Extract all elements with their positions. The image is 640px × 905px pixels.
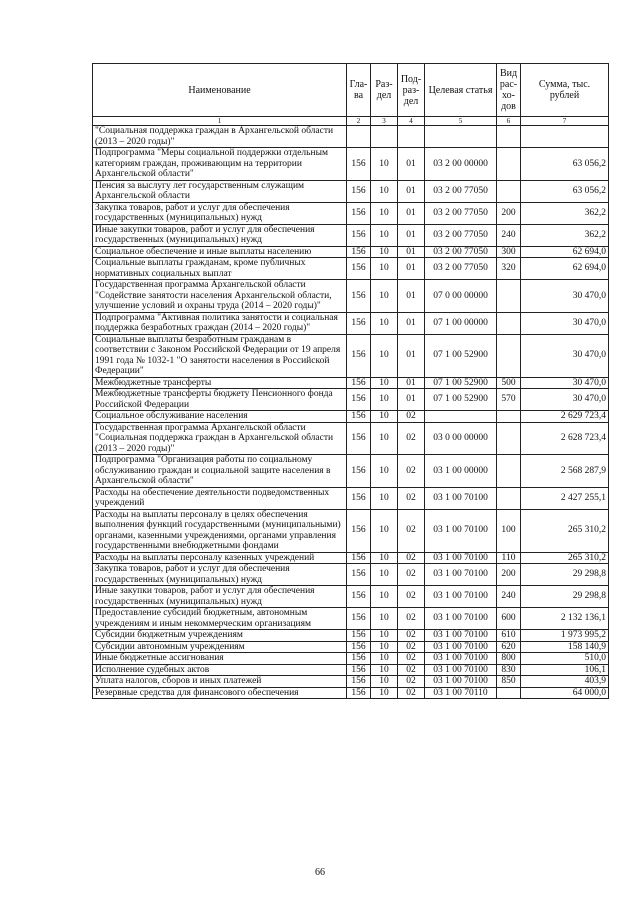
row-name-cell: Закупка товаров, работ и услуг для обеспечения государственных (муниципальных) нужд: [93, 202, 347, 224]
row-name-cell: Исполнение судебных актов: [93, 664, 347, 676]
row-chapter-cell: 156: [347, 422, 371, 455]
table-row: [93, 676, 609, 688]
row-subsection-cell: 01: [398, 148, 425, 181]
row-target-cell: 03 1 00 70100: [425, 664, 497, 676]
column-number: 5: [425, 117, 497, 126]
row-subsection-cell: 02: [398, 455, 425, 488]
row-name-cell: Подпрограмма "Организация работы по социальному обслуживанию граждан и социальной защите населения в Архангельской области": [93, 455, 347, 488]
row-subsection-cell: 01: [398, 389, 425, 411]
row-expense-type-cell: 200: [497, 202, 521, 224]
row-section-cell: 10: [371, 687, 398, 699]
row-section-cell: 10: [371, 564, 398, 586]
row-chapter-cell: 156: [347, 202, 371, 224]
row-sum-cell: 62 694,0: [521, 246, 609, 258]
row-expense-type-cell: [497, 487, 521, 509]
row-expense-type-cell: 570: [497, 389, 521, 411]
row-subsection-cell: [398, 126, 425, 148]
column-header-sum: Сумма, тыс. рублей: [521, 64, 609, 117]
column-header-chapter: Гла-ва: [347, 64, 371, 117]
row-subsection-cell: 02: [398, 687, 425, 699]
table-row: [93, 608, 609, 630]
row-chapter-cell: 156: [347, 586, 371, 608]
table-row: [93, 148, 609, 181]
column-header-section: Раз-дел: [371, 64, 398, 117]
table-row: [93, 564, 609, 586]
table-row: [93, 246, 609, 258]
table-row: [93, 280, 609, 313]
row-section-cell: 10: [371, 676, 398, 688]
row-chapter-cell: 156: [347, 334, 371, 377]
row-expense-type-cell: [497, 455, 521, 488]
row-section-cell: 10: [371, 411, 398, 423]
table-row: [93, 455, 609, 488]
row-target-cell: 03 2 00 77050: [425, 258, 497, 280]
row-sum-cell: 64 000,0: [521, 687, 609, 699]
column-number-row: [93, 117, 609, 126]
row-target-cell: 03 2 00 77050: [425, 202, 497, 224]
row-subsection-cell: 01: [398, 246, 425, 258]
row-sum-cell: 265 310,2: [521, 552, 609, 564]
row-subsection-cell: 02: [398, 411, 425, 423]
row-chapter-cell: 156: [347, 389, 371, 411]
row-section-cell: 10: [371, 389, 398, 411]
row-subsection-cell: 01: [398, 180, 425, 202]
row-name-cell: Социальное обеспечение и иные выплаты населению: [93, 246, 347, 258]
table-row: [93, 422, 609, 455]
row-sum-cell: 30 470,0: [521, 334, 609, 377]
row-subsection-cell: 02: [398, 422, 425, 455]
row-section-cell: 10: [371, 377, 398, 389]
row-section-cell: 10: [371, 334, 398, 377]
row-name-cell: Межбюджетные трансферты бюджету Пенсионного фонда Российской Федерации: [93, 389, 347, 411]
row-sum-cell: 29 298,8: [521, 586, 609, 608]
table-row: [93, 224, 609, 246]
row-section-cell: 10: [371, 653, 398, 665]
row-chapter-cell: 156: [347, 258, 371, 280]
table-header-row: [93, 64, 609, 117]
row-chapter-cell: 156: [347, 487, 371, 509]
table-row: [93, 312, 609, 334]
row-subsection-cell: 01: [398, 312, 425, 334]
row-section-cell: 10: [371, 202, 398, 224]
row-name-cell: Расходы на обеспечение деятельности подведомственных учреждений: [93, 487, 347, 509]
row-expense-type-cell: 610: [497, 630, 521, 642]
row-sum-cell: [521, 126, 609, 148]
row-name-cell: Государственная программа Архангельской области "Содействие занятости населения Архангельской области, улучшение условий и охраны труда (2014 – 2020 годы)": [93, 280, 347, 313]
row-chapter-cell: 156: [347, 455, 371, 488]
row-section-cell: 10: [371, 664, 398, 676]
row-chapter-cell: 156: [347, 608, 371, 630]
row-target-cell: 03 2 00 77050: [425, 246, 497, 258]
table-row: [93, 389, 609, 411]
row-target-cell: 03 2 00 00000: [425, 148, 497, 181]
row-chapter-cell: 156: [347, 246, 371, 258]
table-row: [93, 630, 609, 642]
budget-table: [92, 63, 609, 699]
row-target-cell: 03 1 00 70100: [425, 641, 497, 653]
row-sum-cell: 30 470,0: [521, 389, 609, 411]
row-subsection-cell: 02: [398, 552, 425, 564]
row-sum-cell: 63 056,2: [521, 180, 609, 202]
row-chapter-cell: [347, 126, 371, 148]
row-expense-type-cell: [497, 312, 521, 334]
row-expense-type-cell: 620: [497, 641, 521, 653]
table-row: [93, 687, 609, 699]
row-sum-cell: 63 056,2: [521, 148, 609, 181]
row-name-cell: Иные бюджетные ассигнования: [93, 653, 347, 665]
row-section-cell: [371, 126, 398, 148]
row-sum-cell: 158 140,9: [521, 641, 609, 653]
row-expense-type-cell: [497, 180, 521, 202]
row-subsection-cell: 01: [398, 334, 425, 377]
row-subsection-cell: 02: [398, 641, 425, 653]
row-subsection-cell: 01: [398, 202, 425, 224]
row-target-cell: 03 1 00 70100: [425, 676, 497, 688]
row-name-cell: Субсидии автономным учреждениям: [93, 641, 347, 653]
row-target-cell: 03 1 00 70100: [425, 653, 497, 665]
row-section-cell: 10: [371, 509, 398, 552]
row-section-cell: 10: [371, 246, 398, 258]
row-section-cell: 10: [371, 180, 398, 202]
column-number: 6: [497, 117, 521, 126]
row-expense-type-cell: [497, 126, 521, 148]
table-row: [93, 258, 609, 280]
row-subsection-cell: 02: [398, 630, 425, 642]
page-number: 66: [315, 867, 325, 878]
row-expense-type-cell: 240: [497, 224, 521, 246]
table-row: [93, 202, 609, 224]
row-name-cell: Межбюджетные трансферты: [93, 377, 347, 389]
table-row: [93, 586, 609, 608]
table-row: [93, 664, 609, 676]
row-name-cell: "Социальная поддержка граждан в Архангельской области (2013 – 2020 годы)": [93, 126, 347, 148]
row-expense-type-cell: [497, 687, 521, 699]
row-target-cell: 07 1 00 52900: [425, 334, 497, 377]
row-sum-cell: 30 470,0: [521, 377, 609, 389]
table-row: [93, 641, 609, 653]
table-body: [93, 126, 609, 699]
row-chapter-cell: 156: [347, 180, 371, 202]
row-target-cell: 03 1 00 70110: [425, 687, 497, 699]
row-expense-type-cell: 850: [497, 676, 521, 688]
row-name-cell: Социальное обслуживание населения: [93, 411, 347, 423]
row-sum-cell: 106,1: [521, 664, 609, 676]
row-subsection-cell: 01: [398, 258, 425, 280]
row-subsection-cell: 02: [398, 664, 425, 676]
row-chapter-cell: 156: [347, 552, 371, 564]
row-target-cell: 03 1 00 00000: [425, 455, 497, 488]
row-name-cell: Подпрограмма "Меры социальной поддержки отдельным категориям граждан, проживающим на территории Архангельской области": [93, 148, 347, 181]
row-chapter-cell: 156: [347, 148, 371, 181]
row-subsection-cell: 02: [398, 676, 425, 688]
row-section-cell: 10: [371, 608, 398, 630]
row-chapter-cell: 156: [347, 509, 371, 552]
row-name-cell: Иные закупки товаров, работ и услуг для обеспечения государственных (муниципальных) нужд: [93, 586, 347, 608]
row-expense-type-cell: 200: [497, 564, 521, 586]
column-header-subsection: Под-раз-дел: [398, 64, 425, 117]
row-subsection-cell: 02: [398, 564, 425, 586]
row-subsection-cell: 01: [398, 377, 425, 389]
table-row: [93, 334, 609, 377]
row-name-cell: Расходы на выплаты персоналу в целях обеспечения выполнения функций государственными (муниципальными) органами, казенными учреждениями, органами управления государственными внебюджетными фондами: [93, 509, 347, 552]
row-target-cell: 07 1 00 52900: [425, 389, 497, 411]
row-section-cell: 10: [371, 552, 398, 564]
row-sum-cell: 29 298,8: [521, 564, 609, 586]
row-sum-cell: 30 470,0: [521, 312, 609, 334]
row-expense-type-cell: [497, 148, 521, 181]
row-expense-type-cell: [497, 422, 521, 455]
row-chapter-cell: 156: [347, 280, 371, 313]
row-section-cell: 10: [371, 422, 398, 455]
column-number: 3: [371, 117, 398, 126]
row-sum-cell: 403,9: [521, 676, 609, 688]
row-chapter-cell: 156: [347, 630, 371, 642]
row-chapter-cell: 156: [347, 676, 371, 688]
table-row: [93, 377, 609, 389]
row-target-cell: 03 1 00 70100: [425, 509, 497, 552]
row-expense-type-cell: 100: [497, 509, 521, 552]
row-sum-cell: 510,0: [521, 653, 609, 665]
row-target-cell: 03 1 00 70100: [425, 630, 497, 642]
row-target-cell: 03 2 00 77050: [425, 224, 497, 246]
row-expense-type-cell: 500: [497, 377, 521, 389]
row-chapter-cell: 156: [347, 312, 371, 334]
row-sum-cell: 362,2: [521, 202, 609, 224]
row-name-cell: Пенсия за выслугу лет государственным служащим Архангельской области: [93, 180, 347, 202]
row-expense-type-cell: [497, 280, 521, 313]
row-sum-cell: 362,2: [521, 224, 609, 246]
column-header-target: Целевая статья: [425, 64, 497, 117]
row-chapter-cell: 156: [347, 377, 371, 389]
row-name-cell: Субсидии бюджетным учреждениям: [93, 630, 347, 642]
row-expense-type-cell: 240: [497, 586, 521, 608]
row-subsection-cell: 02: [398, 509, 425, 552]
row-expense-type-cell: [497, 334, 521, 377]
row-target-cell: 03 0 00 00000: [425, 422, 497, 455]
row-target-cell: 07 1 00 52900: [425, 377, 497, 389]
row-subsection-cell: 02: [398, 586, 425, 608]
row-sum-cell: 2 132 136,1: [521, 608, 609, 630]
row-section-cell: 10: [371, 258, 398, 280]
row-expense-type-cell: 300: [497, 246, 521, 258]
table-row: [93, 653, 609, 665]
row-subsection-cell: 02: [398, 608, 425, 630]
row-expense-type-cell: 110: [497, 552, 521, 564]
row-section-cell: 10: [371, 148, 398, 181]
row-name-cell: Уплата налогов, сборов и иных платежей: [93, 676, 347, 688]
row-target-cell: [425, 126, 497, 148]
row-chapter-cell: 156: [347, 664, 371, 676]
row-section-cell: 10: [371, 455, 398, 488]
row-sum-cell: 2 628 723,4: [521, 422, 609, 455]
row-sum-cell: 1 973 995,2: [521, 630, 609, 642]
table-row: [93, 411, 609, 423]
row-expense-type-cell: 320: [497, 258, 521, 280]
row-chapter-cell: 156: [347, 641, 371, 653]
row-section-cell: 10: [371, 280, 398, 313]
row-name-cell: Расходы на выплаты персоналу казенных учреждений: [93, 552, 347, 564]
row-section-cell: 10: [371, 641, 398, 653]
row-target-cell: 07 1 00 00000: [425, 312, 497, 334]
row-target-cell: 03 1 00 70100: [425, 487, 497, 509]
row-subsection-cell: 02: [398, 653, 425, 665]
row-target-cell: 03 1 00 70100: [425, 586, 497, 608]
row-sum-cell: 2 427 255,1: [521, 487, 609, 509]
column-header-name: Наименование: [93, 64, 347, 117]
row-target-cell: 03 1 00 70100: [425, 564, 497, 586]
column-number: 2: [347, 117, 371, 126]
row-target-cell: 03 2 00 77050: [425, 180, 497, 202]
row-sum-cell: 62 694,0: [521, 258, 609, 280]
column-number: 4: [398, 117, 425, 126]
column-number: 7: [521, 117, 609, 126]
row-target-cell: 03 1 00 70100: [425, 552, 497, 564]
row-name-cell: Социальные выплаты безработным гражданам в соответствии с Законом Российской Федерации от 19 апреля 1991 года № 1032-1 "О занятости населения в Российской Федерации": [93, 334, 347, 377]
row-sum-cell: 265 310,2: [521, 509, 609, 552]
row-chapter-cell: 156: [347, 653, 371, 665]
row-section-cell: 10: [371, 586, 398, 608]
row-name-cell: Иные закупки товаров, работ и услуг для обеспечения государственных (муниципальных) нужд: [93, 224, 347, 246]
row-name-cell: Закупка товаров, работ и услуг для обеспечения государственных (муниципальных) нужд: [93, 564, 347, 586]
row-target-cell: [425, 411, 497, 423]
row-name-cell: Подпрограмма "Активная политика занятости и социальная поддержка безработных граждан (2014 – 2020 годы)": [93, 312, 347, 334]
row-name-cell: Государственная программа Архангельской области "Социальная поддержка граждан в Архангельской области (2013 – 2020 годы)": [93, 422, 347, 455]
row-chapter-cell: 156: [347, 564, 371, 586]
row-chapter-cell: 156: [347, 411, 371, 423]
table-row: [93, 509, 609, 552]
row-target-cell: 07 0 00 00000: [425, 280, 497, 313]
column-number: 1: [93, 117, 347, 126]
table-row: [93, 180, 609, 202]
row-sum-cell: 2 629 723,4: [521, 411, 609, 423]
row-expense-type-cell: [497, 411, 521, 423]
row-subsection-cell: 02: [398, 487, 425, 509]
row-expense-type-cell: 600: [497, 608, 521, 630]
row-expense-type-cell: 800: [497, 653, 521, 665]
column-header-expense-type: Вид рас-хо-дов: [497, 64, 521, 117]
row-sum-cell: 2 568 287,9: [521, 455, 609, 488]
row-name-cell: Социальные выплаты гражданам, кроме публичных нормативных социальных выплат: [93, 258, 347, 280]
row-target-cell: 03 1 00 70100: [425, 608, 497, 630]
row-subsection-cell: 01: [398, 280, 425, 313]
row-chapter-cell: 156: [347, 224, 371, 246]
row-section-cell: 10: [371, 630, 398, 642]
row-name-cell: Предоставление субсидий бюджетным, автономным учреждениям и иным некоммерческим организациям: [93, 608, 347, 630]
row-section-cell: 10: [371, 224, 398, 246]
row-section-cell: 10: [371, 312, 398, 334]
table-row: [93, 552, 609, 564]
row-name-cell: Резервные средства для финансового обеспечения: [93, 687, 347, 699]
table-row: [93, 126, 609, 148]
row-sum-cell: 30 470,0: [521, 280, 609, 313]
row-subsection-cell: 01: [398, 224, 425, 246]
row-section-cell: 10: [371, 487, 398, 509]
table-row: [93, 487, 609, 509]
row-expense-type-cell: 830: [497, 664, 521, 676]
row-chapter-cell: 156: [347, 687, 371, 699]
